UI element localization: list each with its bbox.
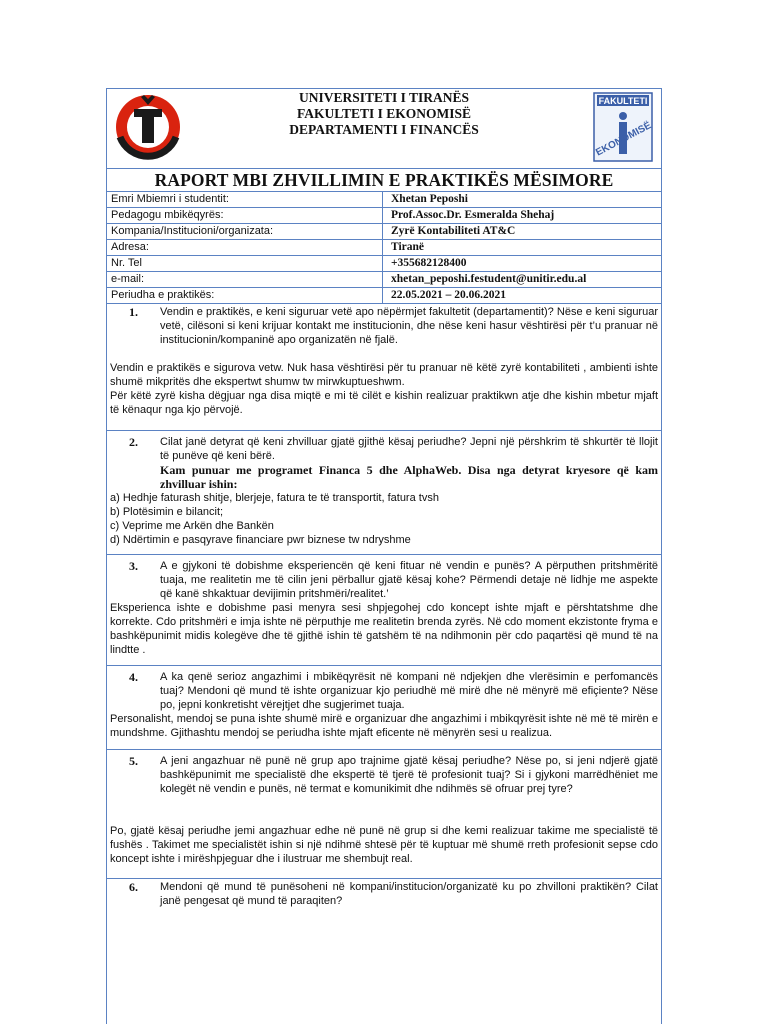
answer-text: Po, gjatë kësaj periudhe jemi angazhuar edhe në punë në grup si dhe kemi realizuar takime me specialistë të fushës . Takimet me specialistët ishin si një ndihmë shtesë për të kuptuar më shumë rreth profesionit sepse cdo koncept ishte i mirëshpjeguar dhe i ilustruar me shembujt real. [110, 825, 658, 865]
info-value: Prof.Assoc.Dr. Esmeralda Shehaj [391, 209, 555, 221]
student-info-table [107, 192, 661, 304]
info-value: Xhetan Peposhi [391, 193, 468, 205]
info-label: Nr. Tel [107, 256, 383, 271]
report-title: RAPORT MBI ZHVILLIMIN E PRAKTIKËS MËSIMORE [107, 169, 661, 192]
question-section-3 [107, 555, 661, 666]
info-value: xhetan_peposhi.festudent@unitir.edu.al [391, 273, 587, 285]
info-row-supervisor [107, 208, 661, 224]
question-number: 4. [129, 670, 138, 684]
info-label: Kompania/Institucioni/organizata: [107, 224, 383, 239]
tasks-intro: Kam punuar me programet Financa 5 dhe AlphaWeb. Disa nga detyrat kryesore që kam zhvilluar ishin: [160, 463, 658, 491]
info-row-company [107, 224, 661, 240]
question-text: Cilat janë detyrat që keni zhvilluar gjatë gjithë kësaj periudhe? Jepni një përshkrim të shkurtër të llojit të punëve që keni bërë. [160, 436, 658, 462]
question-text: Mendoni që mund të punësoheni në kompani/institucion/organizatë ku po zhvilloni praktikën? Cilat janë pengesat që mund të paraqiten? [160, 881, 658, 907]
report-page [106, 88, 662, 1024]
department-name: DEPARTAMENTI I FINANCËS [289, 122, 479, 137]
question-number: 1. [129, 305, 138, 319]
answer-text: Për këtë zyrë kisha dëgjuar nga disa miqtë e mi të cilët e kishin realizuar praktikwn atje dhe kishin mbetur mjaft të kënaqur nga kjo përvojë. [110, 390, 658, 416]
question-text: Vendin e praktikës, e keni siguruar vetë apo nëpërmjet fakultetit (departamentit)? Nëse e keni siguruar vetë, cilësoni si keni krijuar kontakt me institucionin, dhe nëse keni hasur vështirësi për t’u pranuar në institucionin/kompaninë apo organizatën në fjalë. [160, 306, 658, 346]
info-value: 22.05.2021 – 20.06.2021 [391, 289, 506, 301]
university-name: UNIVERSITETI I TIRANËS [298, 90, 470, 105]
info-row-student [107, 192, 661, 208]
info-row-address [107, 240, 661, 256]
question-number: 5. [129, 754, 138, 768]
header [107, 89, 661, 169]
question-number: 6. [129, 880, 138, 894]
answer-text: Vendin e praktikës e sigurova vetw. Nuk hasa vështirësi për tu pranuar në këtë zyrë kontabiliteti , ambienti ishte shumë mikpritës dhe ekspertwt shumw tw mirwkuptueshwm. [110, 362, 658, 388]
institution-titles [107, 90, 661, 138]
svg-text:EKONOMISË: EKONOMISË [594, 120, 653, 159]
faculty-name: FAKULTETI I EKONOMISË [296, 106, 472, 121]
question-section-2 [107, 431, 661, 555]
list-item: b) Plotësimin e bilancit; [110, 506, 224, 518]
answer-text: Personalisht, mendoj se puna ishte shumë mirë e organizuar dhe angazhimi i mbikqyrësit ishte në më të mirën e mundshme. Gjithashtu mendoj se periudha ishte mjaft eficente në mënyrën sesi u realizua. [110, 713, 658, 739]
question-section-1 [107, 304, 661, 431]
question-text: A e gjykoni të dobishme eksperiencën që keni fituar në vendin e punës? A përputhen pritshmëritë tuaja, me realitetin me të cilin jeni përballur gjatë kësaj kohe? Përmendi detaje në lidhje me aspekte që kanë shkaktuar devijimin pritshmëri/realitet.’ [160, 560, 658, 600]
svg-text:FAKULTETI: FAKULTETI [598, 96, 648, 106]
faculty-logo [593, 92, 653, 162]
question-section-4 [107, 666, 661, 750]
question-text: A jeni angazhuar në punë në grup apo trajnime gjatë kësaj periudhe? Nëse po, si jeni ndjerë gjatë bashkëpunimit me specialistë dhe ekspertë të tjerë të profesionit tuaj? Si i gjykoni marrëdhëniet me kolegët në vendin e punës, në termat e komunikimit dhe ndihmës së ofruar prej tyre? [160, 755, 658, 795]
list-item: c) Veprime me Arkën dhe Bankën [110, 520, 274, 532]
info-label: Emri Mbiemri i studentit: [107, 192, 383, 207]
info-value: +355682128400 [391, 257, 467, 269]
list-item: a) Hedhje faturash shitje, blerjeje, fatura te të transportit, fatura tvsh [110, 492, 439, 504]
question-section-5 [107, 750, 661, 879]
info-row-period [107, 288, 661, 304]
info-label: Periudha e praktikës: [107, 288, 383, 303]
question-text: A ka qenë serioz angazhimi i mbikëqyrësit në kompani në ndjekjen dhe vlerësimin e perfomancës tuaj? Mendoni që mund të ishte organizuar kjo periudhë më mirë dhe në mënyrë më efiçiente? Nëse po, jepni konkretisht vërejtjet dhe sugjerimet tuaja. [160, 671, 658, 711]
question-number: 3. [129, 559, 138, 573]
info-label: Adresa: [107, 240, 383, 255]
question-number: 2. [129, 435, 138, 449]
info-value: Zyrë Kontabiliteti AT&C [391, 225, 516, 237]
info-row-email [107, 272, 661, 288]
answer-text: Eksperienca ishte e dobishme pasi menyra sesi shpjegohej cdo koncept ishte mjaft e përshtatshme dhe korrekte. Cdo pritshmëri e imja ishte në përputhje me realitetin brenda zyrës. Në cdo moment ekzistonte fryma e bashkëpunimit midis kolegëve dhe të gjithë ishin të gatshëm të na ndihmonin për cdo paqartësi që mund të na lindtte . [110, 602, 658, 656]
info-label: e-mail: [107, 272, 383, 287]
info-value: Tiranë [391, 241, 425, 253]
info-label: Pedagogu mbikëqyrës: [107, 208, 383, 223]
list-item: d) Ndërtimin e pasqyrave financiare pwr biznese tw ndryshme [110, 534, 411, 546]
info-row-phone [107, 256, 661, 272]
question-section-6 [107, 879, 661, 939]
